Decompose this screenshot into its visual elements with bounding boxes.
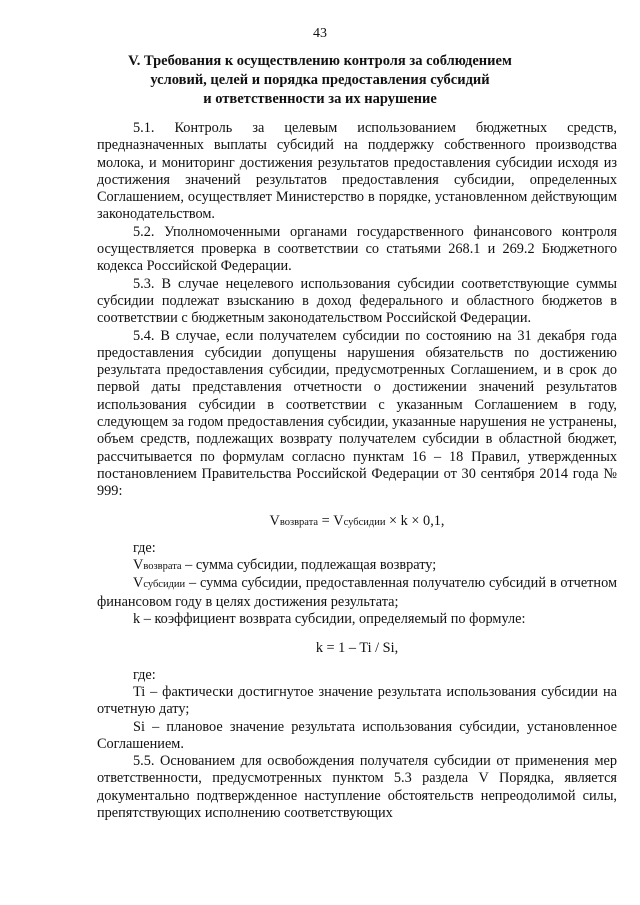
def-si: Si – плановое значение результата использования субсидии, установленное Соглашением. <box>97 718 617 752</box>
document-body <box>97 120 617 822</box>
def-v-subsidy-sym: V <box>133 575 144 592</box>
where-label-2: где: <box>133 666 156 683</box>
where-label-1: где: <box>133 539 156 556</box>
paragraph-5-5: 5.5. Основанием для освобождения получателя субсидии от применения мер ответственности, предусмотренных пунктом 5.3 раздела V Порядка, является документально подтвержденное наступление обстоятельств непреодолимой силы, препятствующих исполнению соответствующих <box>97 753 617 821</box>
section-heading <box>60 52 580 109</box>
formula-v-symbol: V <box>269 512 280 529</box>
def-v-return-sub: возврата <box>143 561 182 573</box>
formula-sub-subsidy: субсидии <box>343 516 386 528</box>
def-ti: Ti – фактически достигнутое значение результата использования субсидии на отчетную дату; <box>97 683 617 718</box>
heading-line-2: условий, целей и порядка предоставления субсидий <box>150 72 490 88</box>
def-v-subsidy <box>97 575 617 611</box>
heading-line-3: и ответственности за их нарушение <box>203 91 437 107</box>
page-number: 43 <box>313 26 327 41</box>
paragraph-5-3: 5.3. В случае нецелевого использования субсидии соответствующие суммы субсидии подлежат взысканию в доход федерального и областного бюджетов в соответствии с бюджетным законодательством Российской Федерации. <box>97 275 617 327</box>
formula-v-symbol-2: V <box>333 512 344 529</box>
formula-return-amount <box>97 513 617 531</box>
formula-rest: × k × 0,1, <box>385 512 445 529</box>
def-v-subsidy-text: – сумма субсидии, предоставленная получателю субсидий в отчетном финансовом году в целях достижения результата; <box>97 575 617 610</box>
heading-line-1: V. Требования к осуществлению контроля за соблюдением <box>128 53 512 69</box>
def-v-return-text: – сумма субсидии, подлежащая возврату; <box>181 557 437 574</box>
def-v-return <box>97 557 617 575</box>
paragraph-5-1: 5.1. Контроль за целевым использованием бюджетных средств, предназначенных выплаты субсидий на поддержку собственного производства молока, и мониторинг достижения результатов предоставления субсидии исходя из достижения значений результатов предоставления субсидии, определенных Соглашением, осуществляет Министерство в порядке, установленном действующим законодательством. <box>97 120 617 223</box>
def-v-return-sym: V <box>133 557 144 574</box>
formula-k: k = 1 – Ti / Si, <box>315 640 399 657</box>
paragraph-5-2: 5.2. Уполномоченными органами государственного финансового контроля осуществляется проверка в соответствии со статьями 268.1 и 269.2 Бюджетного кодекса Российской Федерации. <box>97 223 617 275</box>
def-k: k – коэффициент возврата субсидии, определяемый по формуле: <box>133 611 526 628</box>
formula-sub-return: возврата <box>279 516 319 528</box>
paragraph-5-4: 5.4. В случае, если получателем субсидии по состоянию на 31 декабря года предоставления субсидии допущены нарушения обязательств по достижению результата предоставления субсидии, предусмотренных Соглашением, и в срок до первой даты представления отчетности о достижении значений результатов использования субсидии в соответствии с указанным Соглашением в году, следующем за годом предоставления субсидии, указанные нарушения не устранены, объем средств, подлежащих возврату получателем субсидии в областной бюджет, рассчитывается по формулам согласно пунктам 16 – 18 Правил, утвержденных постановлением Правительства Российской Федерации от 30 сентября 2014 года № 999: <box>97 327 617 500</box>
formula-eq: = <box>318 512 334 529</box>
def-v-subsidy-sub: субсидии <box>143 579 186 591</box>
